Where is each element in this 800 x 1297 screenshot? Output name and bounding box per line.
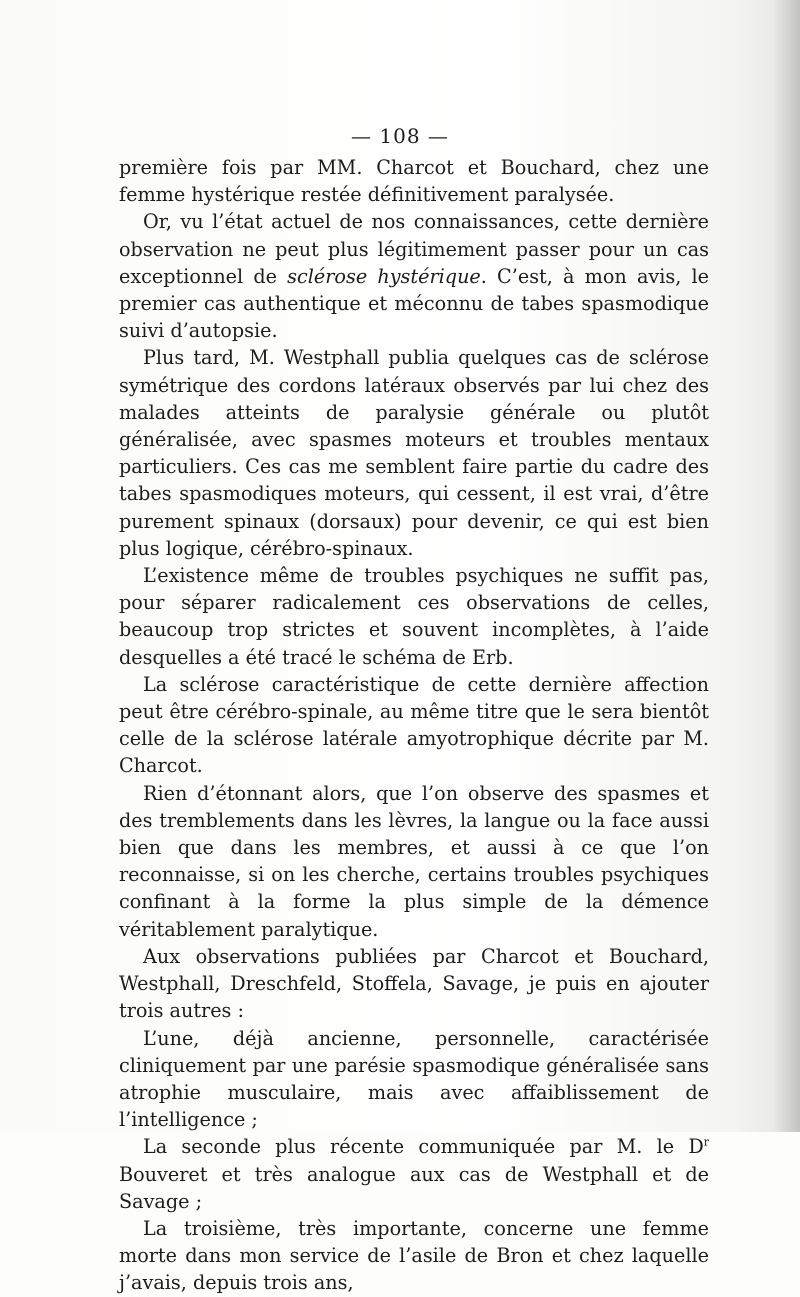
paragraph-6: Rien d’étonnant alors, que l’on observe des spasmes et des tremblements dans les lèvres, la langue ou la face aussi bien que dans les membres, et aussi à ce que l’on reconnaisse, si on les cherche, certains troubles psychiques confinant à la forme la plus simple de la démence véritablement paralytique. [119, 781, 709, 941]
paragraph-2-italic: sclérose hystérique [287, 264, 481, 288]
paragraph-9-start: La seconde plus récente communiquée par M. le D [143, 1135, 704, 1159]
paragraph-9-superscript: r [703, 1135, 709, 1149]
body-text [119, 154, 709, 1297]
paragraph-3: Plus tard, M. Westphall publia quelques cas de sclérose symétrique des cordons latéraux observés par lui chez des malades atteints de paralysie générale ou plutôt généralisée, avec spasmes moteurs et troubles mentaux particuliers. Ces cas me semblent faire partie du cadre des tabes spasmodiques moteurs, qui cessent, il est vrai, d’être purement spinaux (dorsaux) pour devenir, ce qui est bien plus logique, cérébro-spinaux. [119, 346, 709, 560]
paragraph-2 [119, 208, 709, 344]
paragraph-9-end: Bouveret et très analogue aux cas de Westphall et de Savage ; [119, 1162, 709, 1213]
paragraph-10: La troisième, très importante, concerne une femme morte dans mon service de l’asile de Bron et chez laquelle j’avais, depuis trois ans, [119, 1216, 709, 1295]
paragraph-9 [119, 1133, 709, 1215]
paragraph-1: première fois par MM. Charcot et Bouchard, chez une femme hystérique restée définitivement paralysée. [119, 156, 709, 207]
paragraph-8: L’une, déjà ancienne, personnelle, caractérisée cliniquement par une parésie spasmodique généralisée sans atrophie musculaire, mais avec affaiblissement de l’intelligence ; [119, 1026, 709, 1132]
paragraph-2-end: . C’est, à mon avis, le premier cas authentique et méconnu de tabes spasmodique suivi d’autopsie. [119, 264, 709, 343]
paragraph-5: La sclérose caractéristique de cette dernière affection peut être cérébro-spinale, au même titre que le sera bientôt celle de la sclérose latérale amyotrophique décrite par M. Charcot. [119, 672, 709, 778]
page-edge-shadow [774, 0, 800, 1132]
paragraph-2-start: Or, vu l’état actuel de nos connaissances, cette dernière observation ne peut plus légitimement passer pour un cas exceptionnel de [119, 210, 709, 288]
paragraph-4: L’existence même de troubles psychiques ne suffit pas, pour séparer radicalement ces observations de celles, beaucoup trop strictes et souvent incomplètes, à l’aide desquelles a été tracé le schéma de Erb. [119, 564, 709, 669]
page-number: — 108 — [351, 124, 449, 148]
paragraph-7: Aux observations publiées par Charcot et Bouchard, Westphall, Dreschfeld, Stoffela, Savage, je puis en ajouter trois autres : [119, 944, 709, 1023]
